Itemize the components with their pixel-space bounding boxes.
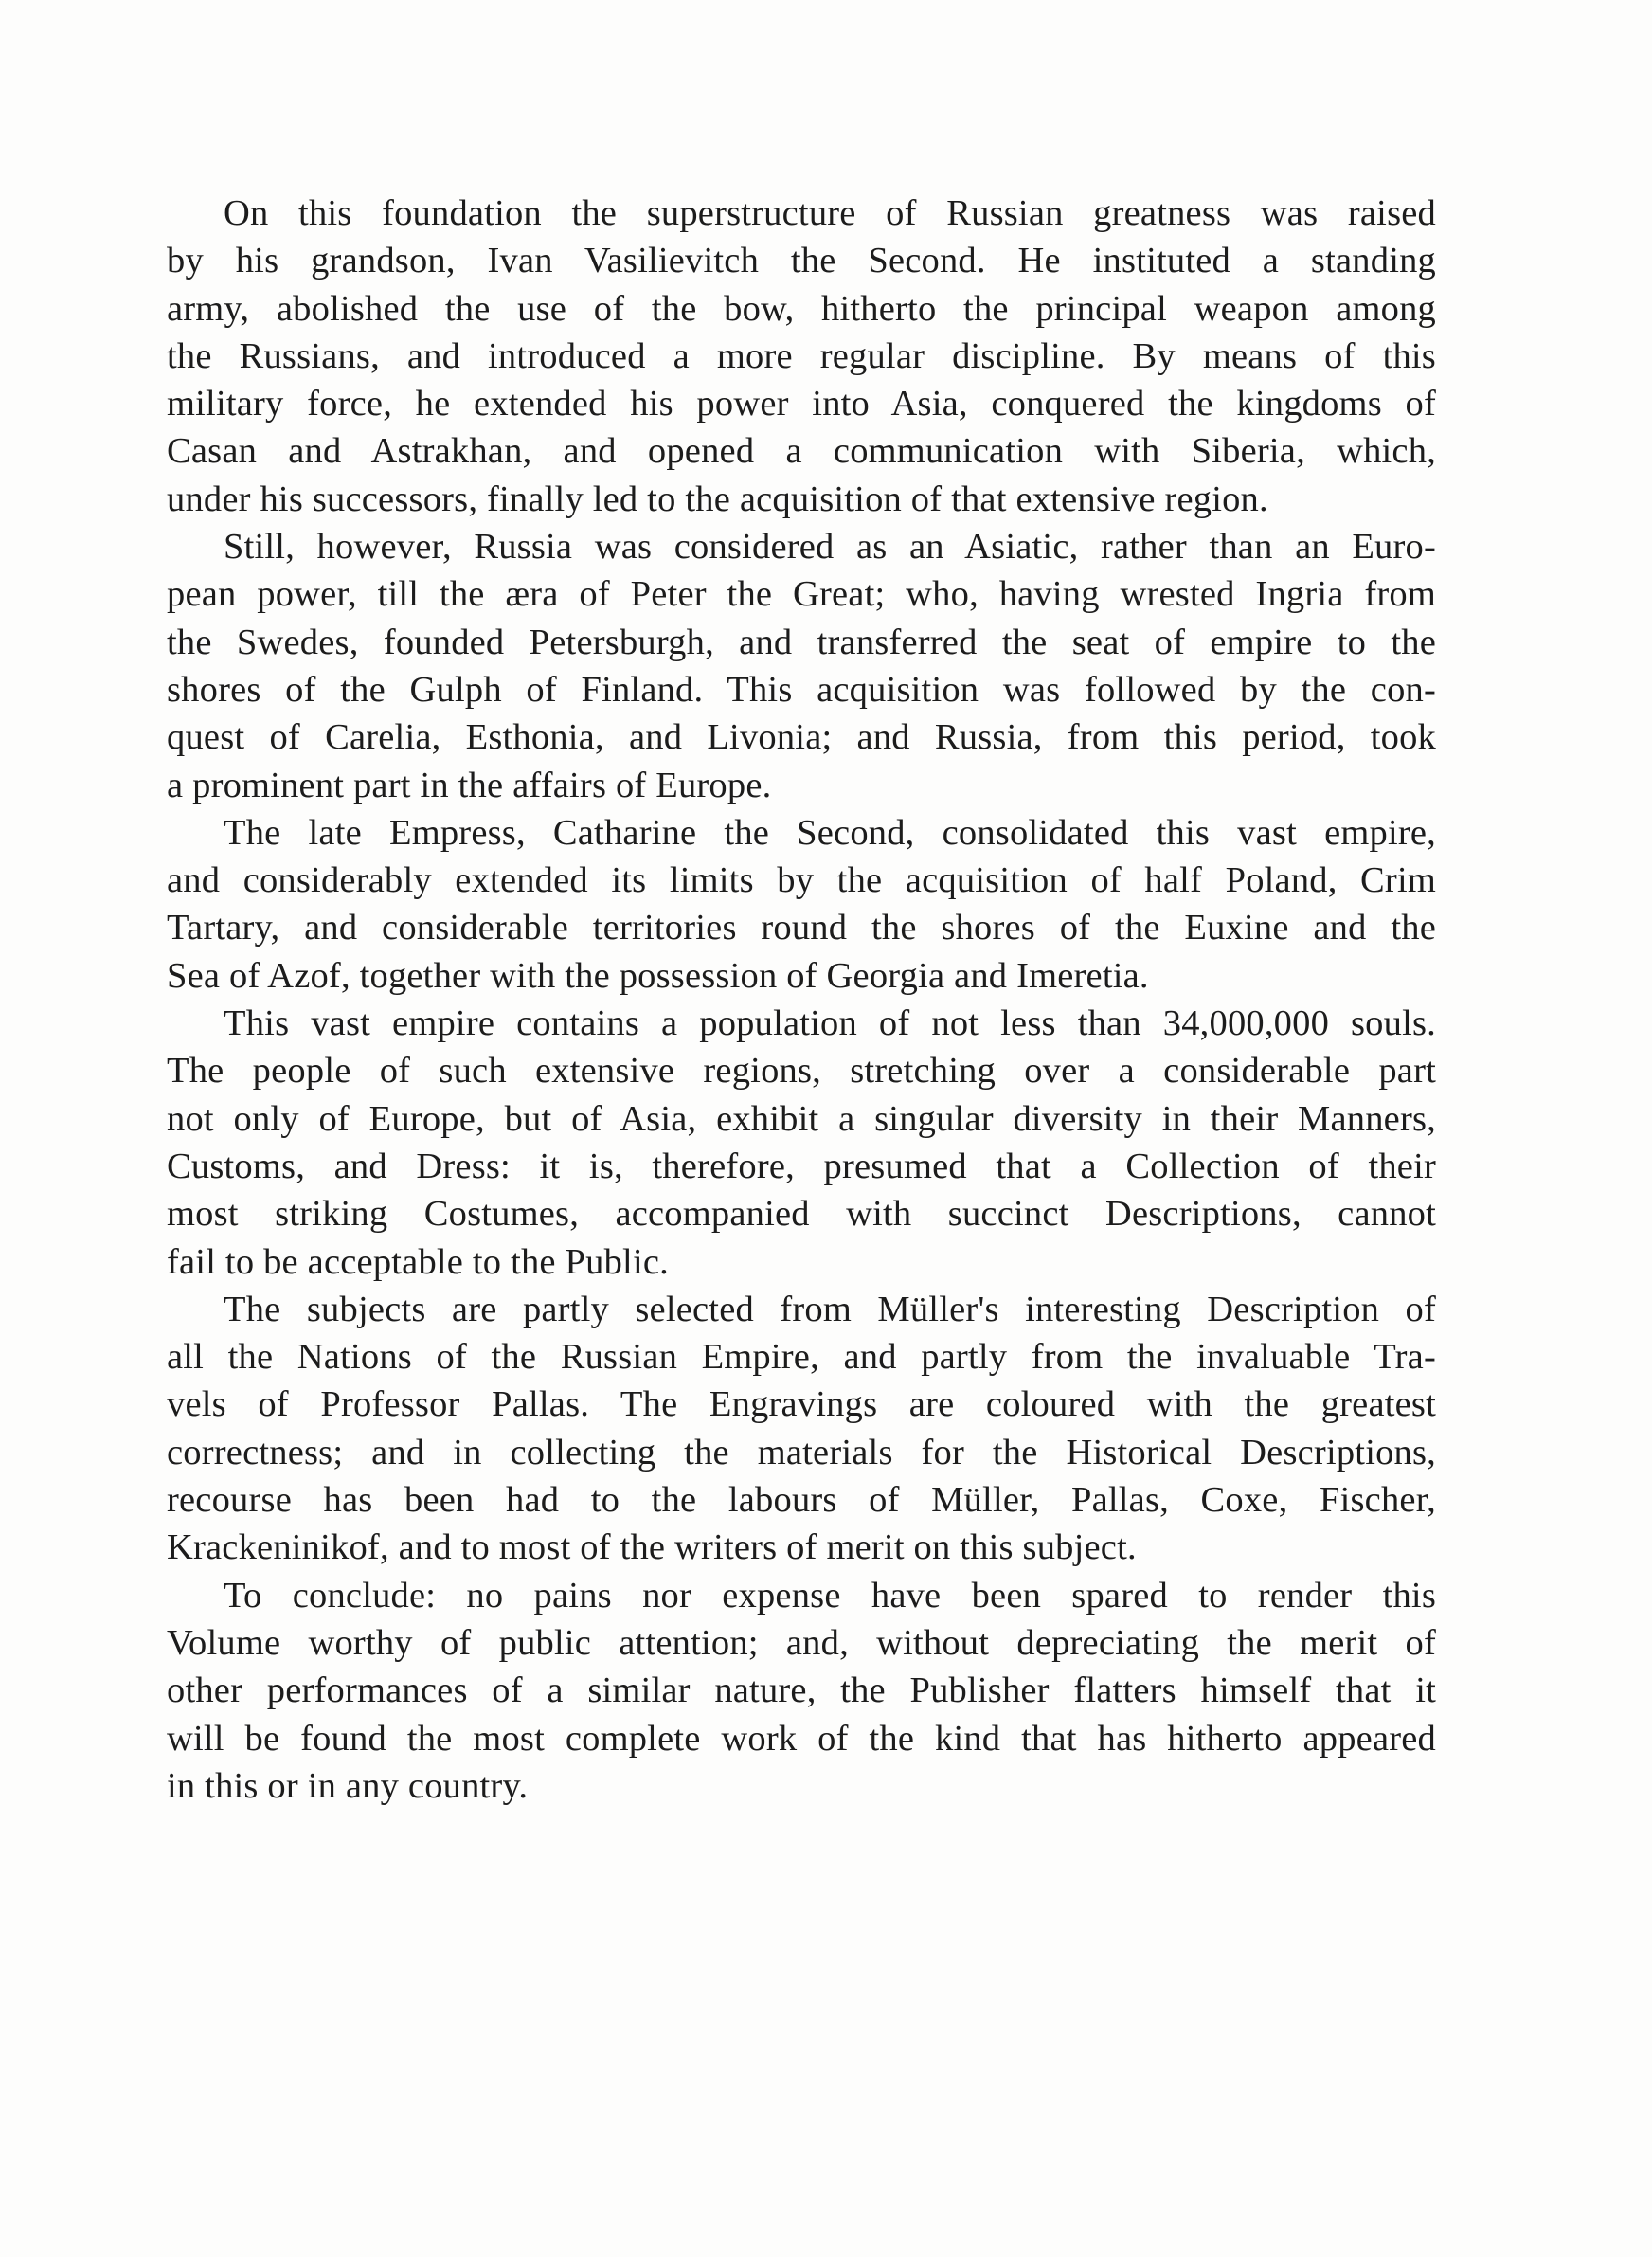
text-line: under his successors, finally led to the acquisition of that extensive region. xyxy=(167,478,1268,519)
text-line: The subjects are partly selected from Müller's interesting Description of xyxy=(224,1289,1436,1329)
text-line: shores of the Gulph of Finland. This acquisition was followed by the con- xyxy=(167,669,1436,710)
text-line: This vast empire contains a population of not less than 34,000,000 souls. xyxy=(224,1003,1436,1044)
text-line: The people of such extensive regions, stretching over a considerable part xyxy=(167,1051,1436,1092)
text-line: army, abolished the use of the bow, hitherto the principal weapon among xyxy=(167,288,1436,329)
text-line: correctness; and in collecting the materials for the Historical Descriptions, xyxy=(167,1432,1436,1472)
text-line: Sea of Azof, together with the possession of Georgia and Imeretia. xyxy=(167,955,1149,996)
paragraph-1 xyxy=(167,190,1436,523)
paragraph-2 xyxy=(167,523,1436,809)
text-line: a prominent part in the affairs of Europe. xyxy=(167,765,772,805)
text-line: the Russians, and introduced a more regular discipline. By means of this xyxy=(167,335,1436,376)
paragraph-6 xyxy=(167,1572,1436,1810)
text-line: vels of Professor Pallas. The Engravings are coloured with the greatest xyxy=(167,1384,1436,1425)
text-line: fail to be acceptable to the Public. xyxy=(167,1241,669,1282)
text-line: most striking Costumes, accompanied with succinct Descriptions, cannot xyxy=(167,1194,1436,1235)
text-line: To conclude: no pains nor expense have been spared to render this xyxy=(224,1575,1436,1616)
text-line: not only of Europe, but of Asia, exhibit a singular diversity in their Manners, xyxy=(167,1098,1436,1139)
text-line: quest of Carelia, Esthonia, and Livonia; and Russia, from this period, took xyxy=(167,717,1436,758)
text-line: other performances of a similar nature, the Publisher flatters himself that it xyxy=(167,1670,1436,1711)
text-line: will be found the most complete work of the kind that has hitherto appeared xyxy=(167,1718,1436,1759)
text-line: pean power, till the æra of Peter the Great; who, having wrested Ingria from xyxy=(167,574,1436,615)
text-line: military force, he extended his power into Asia, conquered the kingdoms of xyxy=(167,384,1436,424)
text-line: Tartary, and considerable territories round the shores of the Euxine and the xyxy=(167,908,1436,948)
text-line: the Swedes, founded Petersburgh, and transferred the seat of empire to the xyxy=(167,622,1436,662)
text-line: and considerably extended its limits by the acquisition of half Poland, Crim xyxy=(167,860,1436,901)
text-line: in this or in any country. xyxy=(167,1765,529,1806)
text-line: Customs, and Dress: it is, therefore, presumed that a Collection of their xyxy=(167,1146,1436,1186)
text-line: recourse has been had to the labours of Müller, Pallas, Coxe, Fischer, xyxy=(167,1480,1436,1521)
paragraph-4 xyxy=(167,1000,1436,1286)
text-line: by his grandson, Ivan Vasilievitch the Second. He instituted a standing xyxy=(167,241,1436,281)
text-line: On this foundation the superstructure of Russian greatness was raised xyxy=(224,193,1436,233)
paragraph-5 xyxy=(167,1286,1436,1572)
paragraph-3 xyxy=(167,809,1436,1000)
text-line: all the Nations of the Russian Empire, and partly from the invaluable Tra- xyxy=(167,1337,1436,1378)
text-line: Volume worthy of public attention; and, without depreciating the merit of xyxy=(167,1622,1436,1663)
body-text xyxy=(167,190,1436,1810)
text-line: Krackeninikof, and to most of the writers of merit on this subject. xyxy=(167,1527,1137,1568)
text-line: Casan and Astrakhan, and opened a communication with Siberia, which, xyxy=(167,431,1436,472)
text-line: The late Empress, Catharine the Second, consolidated this vast empire, xyxy=(224,812,1436,853)
text-line: Still, however, Russia was considered as an Asiatic, rather than an Euro- xyxy=(224,527,1436,568)
